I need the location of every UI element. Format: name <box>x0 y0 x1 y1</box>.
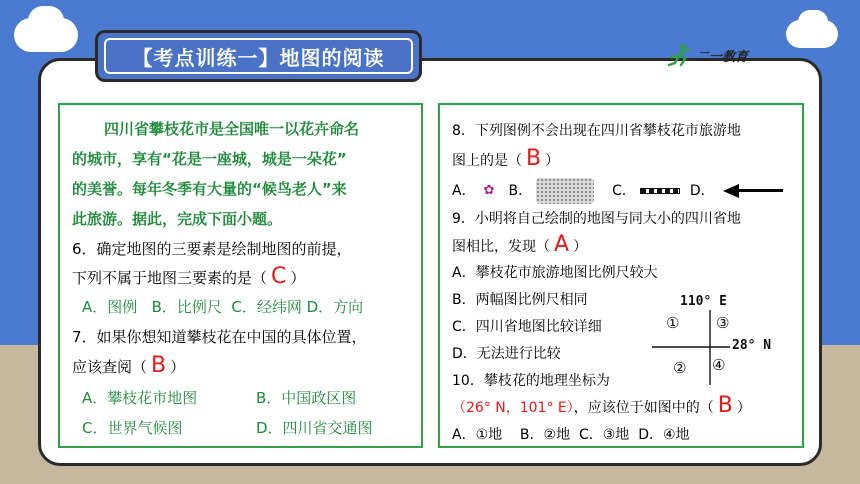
q7-stem-2-text: 应该查阅（ <box>72 358 148 376</box>
q8-label-b: B． <box>508 183 533 199</box>
q6-stem-2-text: 下列不属于地图三要素的是（ <box>72 269 268 287</box>
logo <box>667 40 771 70</box>
longitude-label: 110° E <box>680 294 727 309</box>
q8-label-c: C． <box>612 183 636 199</box>
q10-stem-2-text: ，应该位于如图中的（ <box>573 400 714 416</box>
latitude-label: 28° N <box>732 338 772 353</box>
q8-stem-2-text: 图上的是（ <box>452 153 522 169</box>
q7-option-c: C．世界气候图 <box>82 419 183 437</box>
quadrant-3-label: ③ <box>716 314 730 332</box>
cloud-right-puff <box>798 10 828 34</box>
q7-answer: B <box>151 353 167 378</box>
q10-stem-2 <box>452 393 751 418</box>
arrow-left-icon <box>723 184 783 198</box>
quadrant-4-label: ④ <box>712 356 726 374</box>
q9-option-d: D．无法进行比较 <box>452 346 561 362</box>
quadrant-2-label: ② <box>673 359 687 377</box>
q8-close: ） <box>545 153 560 169</box>
q9-stem-1: 9．小明将自己绘制的地图与同大小的四川省地 <box>452 211 741 227</box>
q9-stem-2-text: 图相比，发现（ <box>452 239 550 255</box>
dotted-area-icon <box>536 178 594 204</box>
q8-options <box>452 177 783 205</box>
q9-option-c: C．四川省地图比较详细 <box>452 319 602 335</box>
q9-option-a: A．攀枝花市旅游地图比例尺较大 <box>452 265 658 281</box>
q8-stem-2 <box>452 146 560 171</box>
q6-options: A．图例 B．比例尺 C．经纬网 D．方向 <box>82 298 364 316</box>
q7-close: ） <box>170 358 186 376</box>
q10-coordinate: （26° N，101° E） <box>452 400 574 416</box>
q10-answer: B <box>717 393 733 418</box>
q6-answer: C <box>271 264 287 289</box>
q7-stem-1: 7．如果你想知道攀枝花在中国的具体位置， <box>72 328 367 346</box>
q10-close: ） <box>736 400 751 416</box>
q7-option-a: A．攀枝花市地图 <box>82 389 198 407</box>
cloud-left-puff <box>28 6 64 36</box>
runner-icon <box>667 43 693 67</box>
q10-stem-1: 10．攀枝花的地理坐标为 <box>452 373 610 389</box>
q9-option-b: B．两幅图比例尺相同 <box>452 292 588 308</box>
left-question-box <box>58 103 423 448</box>
q9-answer: A <box>554 232 570 257</box>
q10-options: A．①地 B．②地 C．③地 D．④地 <box>452 427 690 443</box>
q7-stem-2 <box>72 353 186 378</box>
title-banner <box>95 30 422 82</box>
q9-close: ） <box>573 239 588 255</box>
quadrant-1-label: ① <box>666 314 680 332</box>
passage-line-3: 的美誉。每年冬季有大量的“候鸟老人”来 <box>72 180 347 198</box>
passage-line-4: 此旅游。据此，完成下面小题。 <box>72 210 283 228</box>
passage-line-2: 的城市，享有“花是一座城，城是一朵花” <box>72 150 347 168</box>
q6-close: ） <box>290 269 306 287</box>
page-title: 【考点训练一】地图的阅读 <box>104 38 413 74</box>
q7-option-d: D．四川省交通图 <box>256 419 373 437</box>
q9-stem-2 <box>452 232 588 257</box>
q6-stem-2 <box>72 264 306 289</box>
q8-label-d: D． <box>689 183 715 199</box>
q6-stem-1: 6．确定地图的三要素是绘制地图的前提， <box>72 240 352 258</box>
q7-option-b: B．中国政区图 <box>256 389 357 407</box>
q8-label-a: A． <box>452 183 476 199</box>
right-question-box <box>438 103 804 448</box>
railway-line-icon <box>640 188 680 194</box>
q8-answer: B <box>526 146 542 171</box>
flower-symbol-icon: ✿ <box>483 183 495 198</box>
logo-text: 二一教育 <box>696 49 749 65</box>
q8-stem-1: 8．下列图例不会出现在四川省攀枝花市旅游地 <box>452 123 741 139</box>
passage-line-1: 四川省攀枝花市是全国唯一以花卉命名 <box>104 120 360 138</box>
